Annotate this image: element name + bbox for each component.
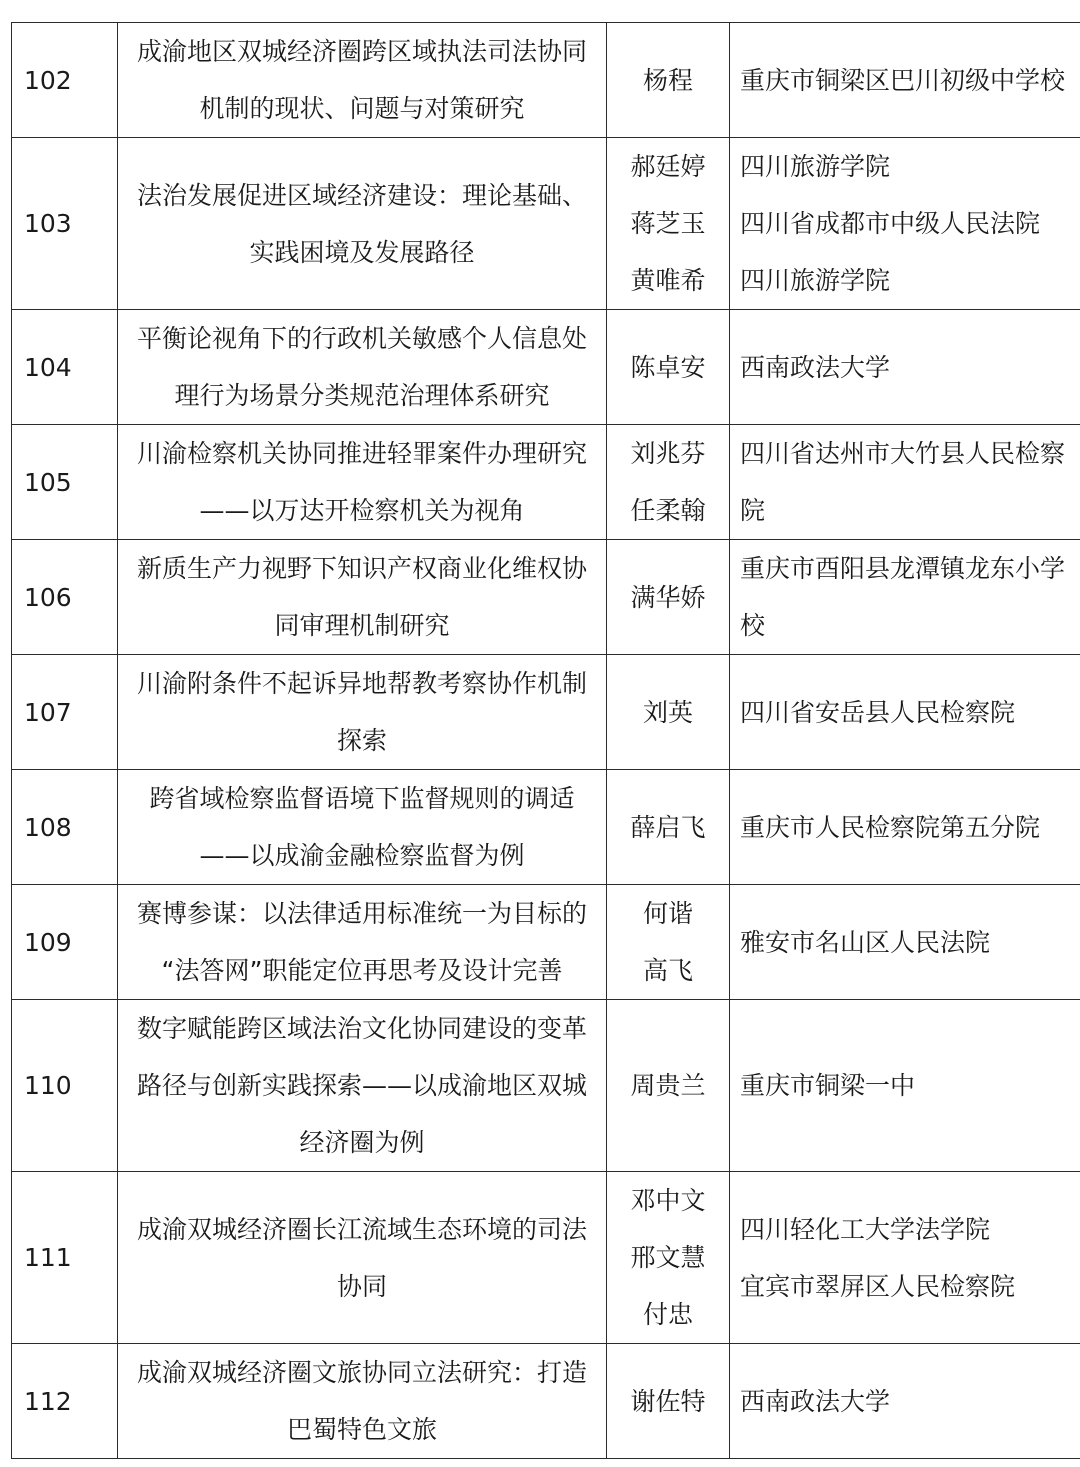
author-unit [730, 540, 1080, 655]
row-number: 110 [12, 1000, 118, 1172]
row-number: 105 [12, 425, 118, 540]
author-names-line: 高飞 [642, 956, 693, 985]
author-unit-line: 四川旅游学院 [740, 266, 891, 295]
paper-title-line: 成渝地区双城经济圈跨区域执法司法协同 [136, 37, 587, 66]
paper-title-line: ——以万达开检察机关为视角 [199, 496, 525, 525]
table-row [12, 770, 1080, 885]
author-unit [730, 655, 1080, 770]
author-unit-line: 重庆市人民检察院第五分院 [740, 812, 1041, 842]
author-names-line: 何谐 [642, 899, 693, 928]
author-names-line: 陈卓安 [630, 352, 706, 382]
paper-title-line: 巴蜀特色文旅 [286, 1415, 437, 1444]
author-unit-line: 四川轻化工大学法学院 [740, 1214, 991, 1244]
author-names-line: 郝廷婷 [630, 152, 706, 181]
author-names-line: 周贵兰 [630, 1071, 706, 1100]
author-unit [730, 1344, 1080, 1459]
author-unit-line: 重庆市酉阳县龙潭镇龙东小学 [740, 554, 1066, 583]
author-unit-line: 院 [740, 496, 766, 525]
row-number: 109 [12, 885, 118, 1000]
paper-title-line: 协同 [336, 1271, 387, 1301]
row-number: 102 [12, 23, 118, 138]
table-row [12, 540, 1080, 655]
author-unit-line: 宜宾市翠屏区人民检察院 [740, 1271, 1016, 1301]
author-names [607, 1172, 730, 1344]
row-number: 104 [12, 310, 118, 425]
table-row [12, 425, 1080, 540]
author-unit [730, 1000, 1080, 1172]
paper-title-line: ——以成渝金融检察监督为例 [199, 841, 525, 870]
paper-title [118, 1344, 607, 1459]
paper-title [118, 23, 607, 138]
author-names [607, 425, 730, 540]
author-unit [730, 1172, 1080, 1344]
paper-title [118, 655, 607, 770]
author-names-line: 任柔翰 [630, 496, 706, 525]
author-unit-line: 校 [740, 611, 766, 640]
author-names-line: 蒋芝玉 [630, 209, 706, 238]
paper-title-line: 实践困境及发展路径 [249, 237, 475, 267]
author-unit-line: 西南政法大学 [740, 1386, 891, 1416]
table-row [12, 23, 1080, 138]
paper-title-line: “法答网”职能定位再思考及设计完善 [161, 956, 563, 985]
paper-title-line: 川渝检察机关协同推进轻罪案件办理研究 [136, 439, 587, 468]
author-unit-line: 四川省达州市大竹县人民检察 [740, 439, 1066, 468]
paper-title-line: 机制的现状、问题与对策研究 [199, 94, 525, 123]
author-names [607, 885, 730, 1000]
author-unit [730, 310, 1080, 425]
table-row [12, 885, 1080, 1000]
paper-title [118, 770, 607, 885]
awards-table [11, 22, 1080, 1459]
author-unit [730, 770, 1080, 885]
author-unit-line: 重庆市铜梁一中 [740, 1071, 916, 1100]
paper-title [118, 1172, 607, 1344]
table-row [12, 138, 1080, 310]
author-unit [730, 23, 1080, 138]
row-number: 111 [12, 1172, 118, 1344]
paper-title-line: 成渝双城经济圈长江流域生态环境的司法 [136, 1214, 587, 1244]
table-row [12, 655, 1080, 770]
paper-title-line: 跨省域检察监督语境下监督规则的调适 [149, 784, 575, 813]
author-names-line: 杨程 [642, 65, 693, 95]
author-unit-line: 四川省安岳县人民检察院 [740, 697, 1016, 727]
author-names-line: 刘英 [642, 697, 693, 727]
author-names [607, 310, 730, 425]
row-number: 108 [12, 770, 118, 885]
author-unit [730, 425, 1080, 540]
paper-title-line: 探索 [336, 726, 387, 755]
row-number: 106 [12, 540, 118, 655]
table-body [12, 23, 1080, 1459]
author-names [607, 770, 730, 885]
author-unit-line: 雅安市名山区人民法院 [740, 927, 991, 957]
author-names-line: 刘兆芬 [630, 439, 706, 468]
row-number: 103 [12, 138, 118, 310]
table-row [12, 1000, 1080, 1172]
author-unit-line: 四川旅游学院 [740, 152, 891, 181]
paper-title-line: 川渝附条件不起诉异地帮教考察协作机制 [136, 669, 587, 698]
author-names-line: 邢文慧 [630, 1243, 706, 1272]
paper-title [118, 540, 607, 655]
author-unit [730, 885, 1080, 1000]
author-names [607, 138, 730, 310]
author-unit-line: 四川省成都市中级人民法院 [740, 209, 1041, 238]
author-names-line: 满华娇 [630, 582, 706, 612]
paper-title-line: 法治发展促进区域经济建设：理论基础、 [136, 180, 587, 210]
paper-title [118, 310, 607, 425]
author-names-line: 邓中文 [630, 1186, 706, 1215]
paper-title-line: 同审理机制研究 [274, 611, 450, 640]
paper-title-line: 新质生产力视野下知识产权商业化维权协 [136, 554, 587, 583]
author-names [607, 655, 730, 770]
author-names-line: 谢佐特 [630, 1386, 706, 1416]
author-unit [730, 138, 1080, 310]
author-names [607, 1000, 730, 1172]
table-row [12, 1172, 1080, 1344]
row-number: 107 [12, 655, 118, 770]
paper-title-line: 平衡论视角下的行政机关敏感个人信息处 [136, 324, 587, 353]
author-names [607, 1344, 730, 1459]
table-row [12, 310, 1080, 425]
author-names [607, 23, 730, 138]
paper-title-line: 成渝双城经济圈文旅协同立法研究：打造 [136, 1358, 587, 1387]
table-row [12, 1344, 1080, 1459]
paper-title [118, 138, 607, 310]
author-names-line: 黄唯希 [630, 266, 706, 295]
paper-title-line: 经济圈为例 [299, 1128, 425, 1157]
author-unit-line: 西南政法大学 [740, 352, 891, 382]
paper-title-line: 数字赋能跨区域法治文化协同建设的变革 [136, 1014, 587, 1043]
paper-title [118, 1000, 607, 1172]
paper-title-line: 理行为场景分类规范治理体系研究 [174, 381, 550, 410]
row-number: 112 [12, 1344, 118, 1459]
author-names-line: 薛启飞 [630, 812, 706, 842]
author-names-line: 付忠 [642, 1300, 693, 1329]
paper-title [118, 425, 607, 540]
author-unit-line: 重庆市铜梁区巴川初级中学校 [740, 65, 1066, 95]
paper-title-line: 路径与创新实践探索——以成渝地区双城 [136, 1071, 587, 1100]
paper-title [118, 885, 607, 1000]
paper-title-line: 赛博参谋：以法律适用标准统一为目标的 [136, 899, 587, 928]
author-names [607, 540, 730, 655]
